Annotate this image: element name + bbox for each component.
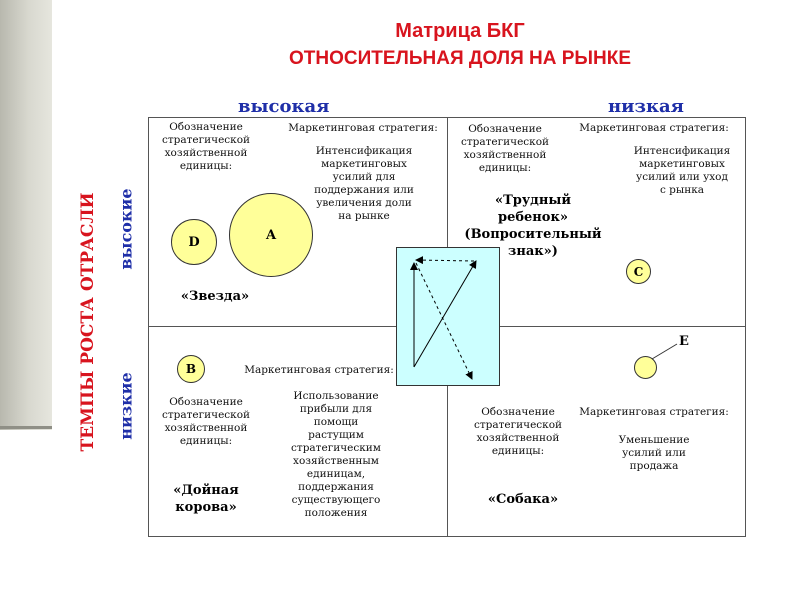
problem-name: «Трудный ребенок» (Вопросительный знак»): [464, 193, 602, 259]
dog-strategy-text: Уменьшение усилий или продажа: [618, 434, 690, 472]
column-header-low: низкая: [608, 96, 684, 117]
cow-unit-label: Обозначение стратегической хозяйственной единицы:: [161, 396, 251, 447]
column-header-high: высокая: [238, 96, 330, 117]
row-header-low: низкие: [116, 372, 136, 440]
unit-c-circle: [626, 259, 651, 284]
unit-b-circle: [177, 355, 205, 383]
y-axis-title: ТЕМПЫ РОСТА ОТРАСЛИ: [78, 192, 98, 452]
star-strategy-text: Интенсификация маркетинговых усилий для поддержания или увеличения доли на рынке: [314, 145, 414, 222]
decorative-sidebar: [0, 0, 52, 430]
x-axis-title: ОТНОСИТЕЛЬНАЯ ДОЛЯ НА РЫНКЕ: [289, 48, 631, 69]
star-strategy-label: Маркетинговая стратегия:: [288, 122, 438, 134]
unit-b-label: B: [185, 362, 197, 376]
problem-strategy-label: Маркетинговая стратегия:: [579, 122, 729, 134]
unit-a-label: A: [265, 227, 277, 243]
dog-name: «Собака»: [487, 492, 559, 507]
unit-e-label: E: [679, 334, 689, 349]
cow-strategy-label: Маркетинговая стратегия:: [244, 364, 394, 376]
row-header-high: высокие: [116, 188, 136, 270]
unit-d-circle: [171, 219, 217, 265]
problem-strategy-text: Интенсификация маркетинговых усилий или уход с рынка: [633, 145, 731, 196]
decorative-sidebar-line: [0, 426, 52, 429]
arrow-dashed-top: [416, 260, 474, 261]
unit-d-label: D: [188, 234, 200, 250]
unit-a-circle: [229, 193, 313, 277]
problem-unit-label: Обозначение стратегической хозяйственной единицы:: [460, 123, 550, 174]
dog-unit-label: Обозначение стратегической хозяйственной единицы:: [473, 406, 563, 457]
diagram-title: Матрица БКГ: [395, 20, 525, 42]
cow-name: «Дойная корова»: [173, 483, 239, 515]
arrow-solid-up: [414, 261, 476, 367]
arrow-dashed-down: [416, 263, 472, 379]
star-name: «Звезда»: [180, 289, 250, 304]
unit-c-label: C: [633, 264, 644, 279]
transition-arrows: [396, 247, 500, 386]
dog-strategy-label: Маркетинговая стратегия:: [579, 406, 729, 418]
cow-strategy-text: Использование прибыли для помощи растущим стратегическим хозяйственным единицам, поддержания существующего положения: [291, 390, 381, 519]
star-unit-label: Обозначение стратегической хозяйственной единицы:: [161, 121, 251, 172]
